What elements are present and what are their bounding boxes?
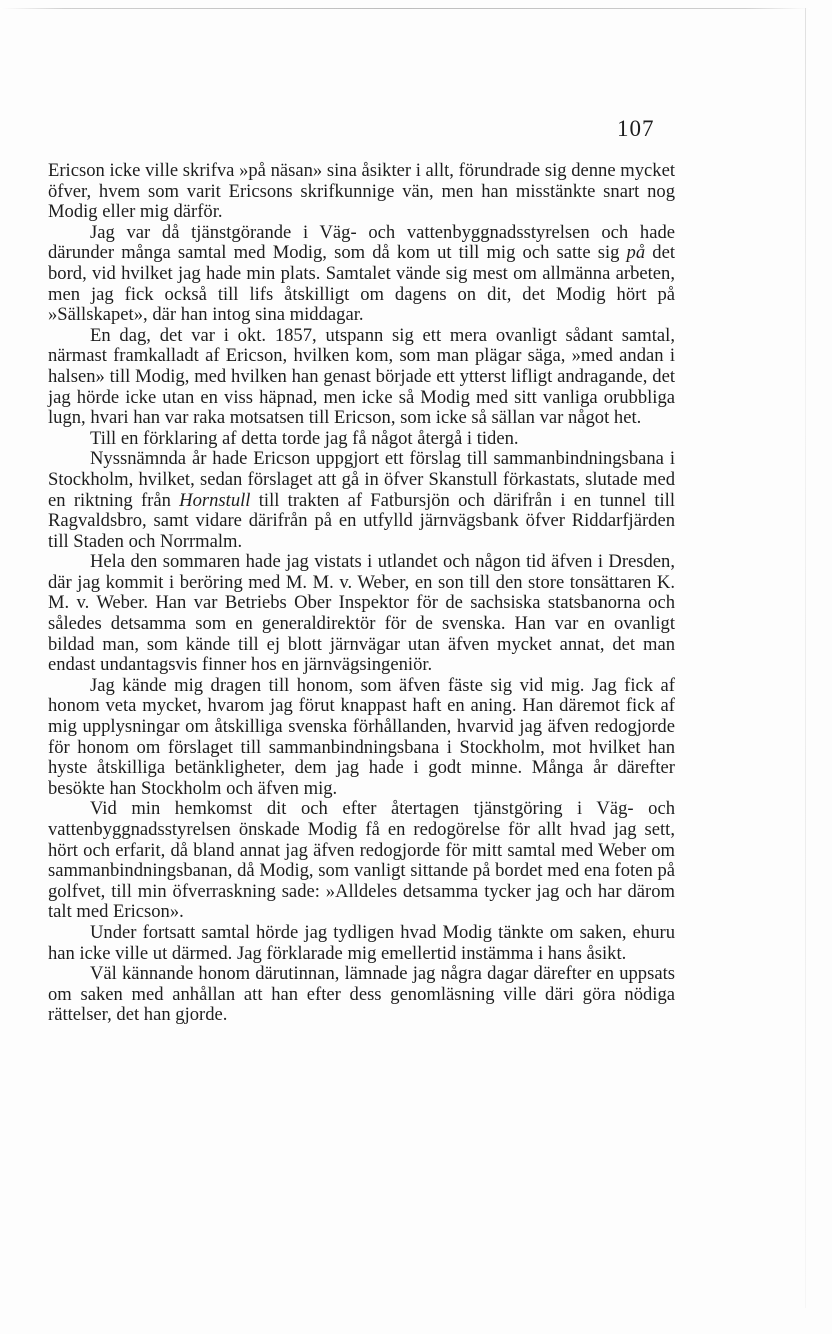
text-run: till trakten af Fatbursjön och därifrån i en tunnel till Ragvaldsbro, samt vidare därifrån på en utfylld järnvägsbank öfver Riddarfjärden till Staden och Norrmalm. xyxy=(48,489,675,552)
paragraph xyxy=(48,964,675,1026)
text-run: det bord, vid hvilket jag hade min plats. Samtalet vände sig mest om allmänna arbeten, men jag fick också till lifs åtskilligt om dagens on dit, det Modig hört på »Sällskapet», där han intog sina middagar. xyxy=(48,242,675,326)
scan-edge-right xyxy=(805,8,806,1308)
text-run: Jag var då tjänstgörande i Väg- och vattenbyggnadsstyrelsen och hade därunder många samtal med Modig, som då kom ut till mig och satte sig xyxy=(48,221,675,264)
text-run: Till en förklaring af detta torde jag få något återgå i tiden. xyxy=(90,427,519,449)
body-text xyxy=(48,161,675,1026)
scan-edge-top xyxy=(0,8,810,9)
italic-text: Hornstull xyxy=(179,489,251,511)
text-run: En dag, det var i okt. 1857, utspann sig ett mera ovanligt sådant samtal, närmast framkalladt af Ericson, hvilken kom, som man plägar säga, »med andan i halsen» till Modig, med hvilken han genast började ett ytterst lifligt andragande, det jag hörde icke utan en viss häpnad, men icke så Modig med sitt vanliga orubbliga lugn, hvari han var raka motsatsen till Ericson, som icke så sällan var något het. xyxy=(48,324,675,429)
text-run: Jag kände mig dragen till honom, som äfven fäste sig vid mig. Jag fick af honom veta mycket, hvarom jag förut knappast haft en aning. Han däremot fick af mig upplysningar om åtskilliga svenska förhållanden, hvarvid jag äfven redogjorde för honom om förslaget till sammanbindningsbana i Stockholm, mot hvilket han hyste åtskilliga betänkligheter, dem jag hade i godt minne. Många år därefter besökte han Stockholm och äfven mig. xyxy=(48,674,675,799)
paragraph xyxy=(48,161,675,223)
paragraph xyxy=(48,552,675,676)
paragraph xyxy=(48,223,675,326)
paragraph xyxy=(48,326,675,429)
text-run: Under fortsatt samtal hörde jag tydligen hvad Modig tänkte om saken, ehuru han icke ville ut därmed. Jag förklarade mig emellertid instämma i hans åsikt. xyxy=(48,921,675,964)
paragraph xyxy=(48,449,675,552)
text-run: Väl kännande honom därutinnan, lämnade jag några dagar därefter en uppsats om saken med anhållan att han efter dess genomläsning ville däri göra nödiga rättelser, det han gjorde. xyxy=(48,963,675,1026)
text-run: Ericson icke ville skrifva »på näsan» sina åsikter i allt, förundrade sig denne mycket öfver, hvem som varit Ericsons skrifkunnige vän, men han misstänkte snart nog Modig eller mig därför. xyxy=(48,160,675,223)
page-number: 107 xyxy=(617,116,655,141)
paragraph xyxy=(48,923,675,964)
italic-text: på xyxy=(626,242,646,264)
text-run: Nyssnämnda år hade Ericson uppgjort ett förslag till sammanbindningsbana i Stockholm, hvilket, sedan förslaget att gå in öfver Skanstull förkastats, slutade med en riktning från xyxy=(48,448,675,511)
paragraph xyxy=(48,799,675,923)
text-run: Hela den sommaren hade jag vistats i utlandet och någon tid äfven i Dresden, där jag kommit i beröring med M. M. v. Weber, en son till den store tonsättaren K. M. v. Weber. Han var Betriebs Ober Inspektor för de sachsiska statsbanorna och således detsamma som en generaldirektör för de svenska. Han var en ovanligt bildad man, som kände till ej blott järnvägar utan äfven mycket annat, det man endast undantagsvis finner hos en järnvägsingeniör. xyxy=(48,551,675,676)
text-run: Vid min hemkomst dit och efter återtagen tjänstgöring i Väg- och vattenbyggnadsstyrelsen önskade Modig få en redogörelse för allt hvad jag sett, hört och erfarit, då bland annat jag äfven redogjorde för mitt samtal med Weber om sammanbindningsbanan, då Modig, som vanligt sittande på bordet med ena foten på golfvet, till min öfverraskning sade: »Alldeles detsamma tycker jag och har därom talt med Ericson». xyxy=(48,798,675,923)
paragraph xyxy=(48,429,675,450)
paragraph xyxy=(48,676,675,800)
